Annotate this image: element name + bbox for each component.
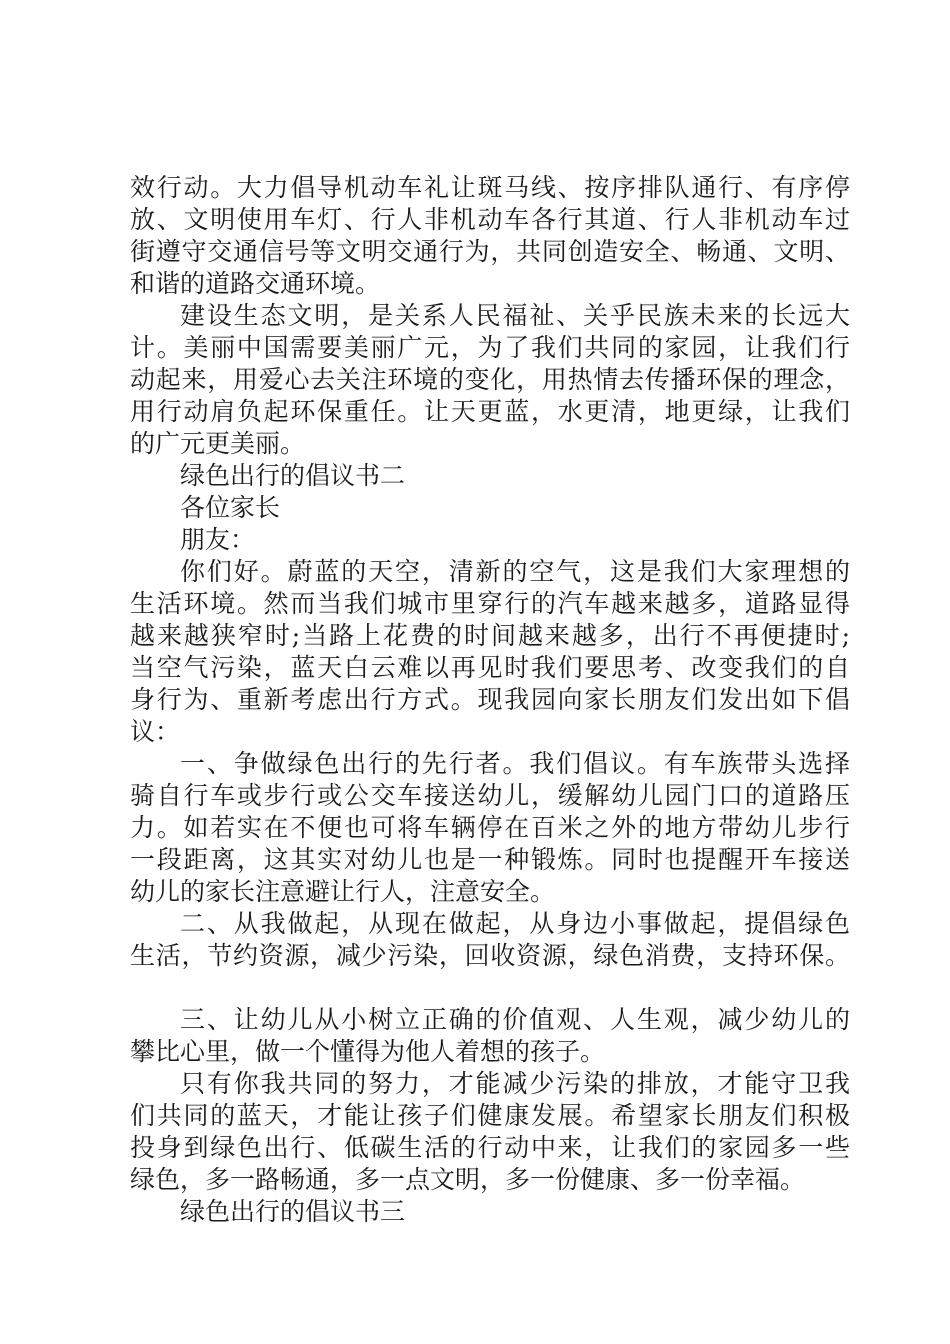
paragraph-start-line: 你们好。蔚蓝的天空，清新的空气，这是我们大家理想的 <box>180 557 850 586</box>
paragraph-start-line: 建设生态文明，是关系人民福祉、关乎民族未来的长远大 <box>180 301 850 330</box>
text-line: 绿色，多一路畅通，多一点文明，多一份健康、多一份幸福。 <box>130 1165 806 1194</box>
salutation-line: 各位家长 <box>180 493 281 522</box>
blank-line <box>130 972 850 1004</box>
text-line: 当空气污染，蓝天白云难以再见时我们要思考、改变我们的自 <box>130 653 850 682</box>
paragraph-start-line: 一、争做绿色出行的先行者。我们倡议。有车族带头选择 <box>180 749 850 778</box>
text-line: 用行动肩负起环保重任。让天更蓝，水更清，地更绿，让我们 <box>130 397 850 426</box>
text-line: 和谐的道路交通环境。 <box>130 269 381 298</box>
text-line: 投身到绿色出行、低碳生活的行动中来，让我们的家园多一些 <box>130 1133 850 1162</box>
text-line: 动起来，用爱心去关注环境的变化，用热情去传播环保的理念， <box>130 365 850 394</box>
text-line: 攀比心里，做一个懂得为他人着想的孩子。 <box>130 1037 606 1066</box>
text-line: 骑自行车或步行或公交车接送幼儿，缓解幼儿园门口的道路压 <box>130 781 850 810</box>
text-line: 生活环境。然而当我们城市里穿行的汽车越来越多，道路显得 <box>130 589 850 618</box>
text-line: 生活，节约资源，减少污染，回收资源，绿色消费，支持环保。 <box>130 941 850 970</box>
salutation-line: 朋友： <box>180 525 256 554</box>
paragraph-start-line: 二、从我做起，从现在做起，从身边小事做起，提倡绿色 <box>180 909 850 938</box>
text-line: 身行为、重新考虑出行方式。现我园向家长朋友们发出如下倡 <box>130 685 850 714</box>
text-line: 越来越狭窄时;当路上花费的时间越来越多，出行不再便捷时; <box>130 621 850 650</box>
text-line: 效行动。大力倡导机动车礼让斑马线、按序排队通行、有序停 <box>130 173 850 202</box>
paragraph-start-line: 只有你我共同的努力，才能减少污染的排放，才能守卫我 <box>180 1069 850 1098</box>
text-line: 力。如若实在不便也可将车辆停在百米之外的地方带幼儿步行 <box>130 813 850 842</box>
text-line: 的广元更美丽。 <box>130 429 306 458</box>
section-heading: 绿色出行的倡议书二 <box>180 461 406 490</box>
text-line: 们共同的蓝天，才能让孩子们健康发展。希望家长朋友们积极 <box>130 1101 850 1130</box>
paragraph-start-line: 三、让幼儿从小树立正确的价值观、人生观，减少幼儿的 <box>180 1005 850 1034</box>
text-line: 议： <box>130 717 181 746</box>
text-line: 计。美丽中国需要美丽广元，为了我们共同的家园，让我们行 <box>130 333 850 362</box>
text-line: 幼儿的家长注意避让行人，注意安全。 <box>130 877 556 906</box>
section-heading: 绿色出行的倡议书三 <box>180 1197 406 1226</box>
document-body <box>130 172 850 1228</box>
text-line: 街遵守交通信号等文明交通行为，共同创造安全、畅通、文明、 <box>130 237 850 266</box>
text-line: 放、文明使用车灯、行人非机动车各行其道、行人非机动车过 <box>130 205 850 234</box>
text-line: 一段距离，这其实对幼儿也是一种锻炼。同时也提醒开车接送 <box>130 845 850 874</box>
